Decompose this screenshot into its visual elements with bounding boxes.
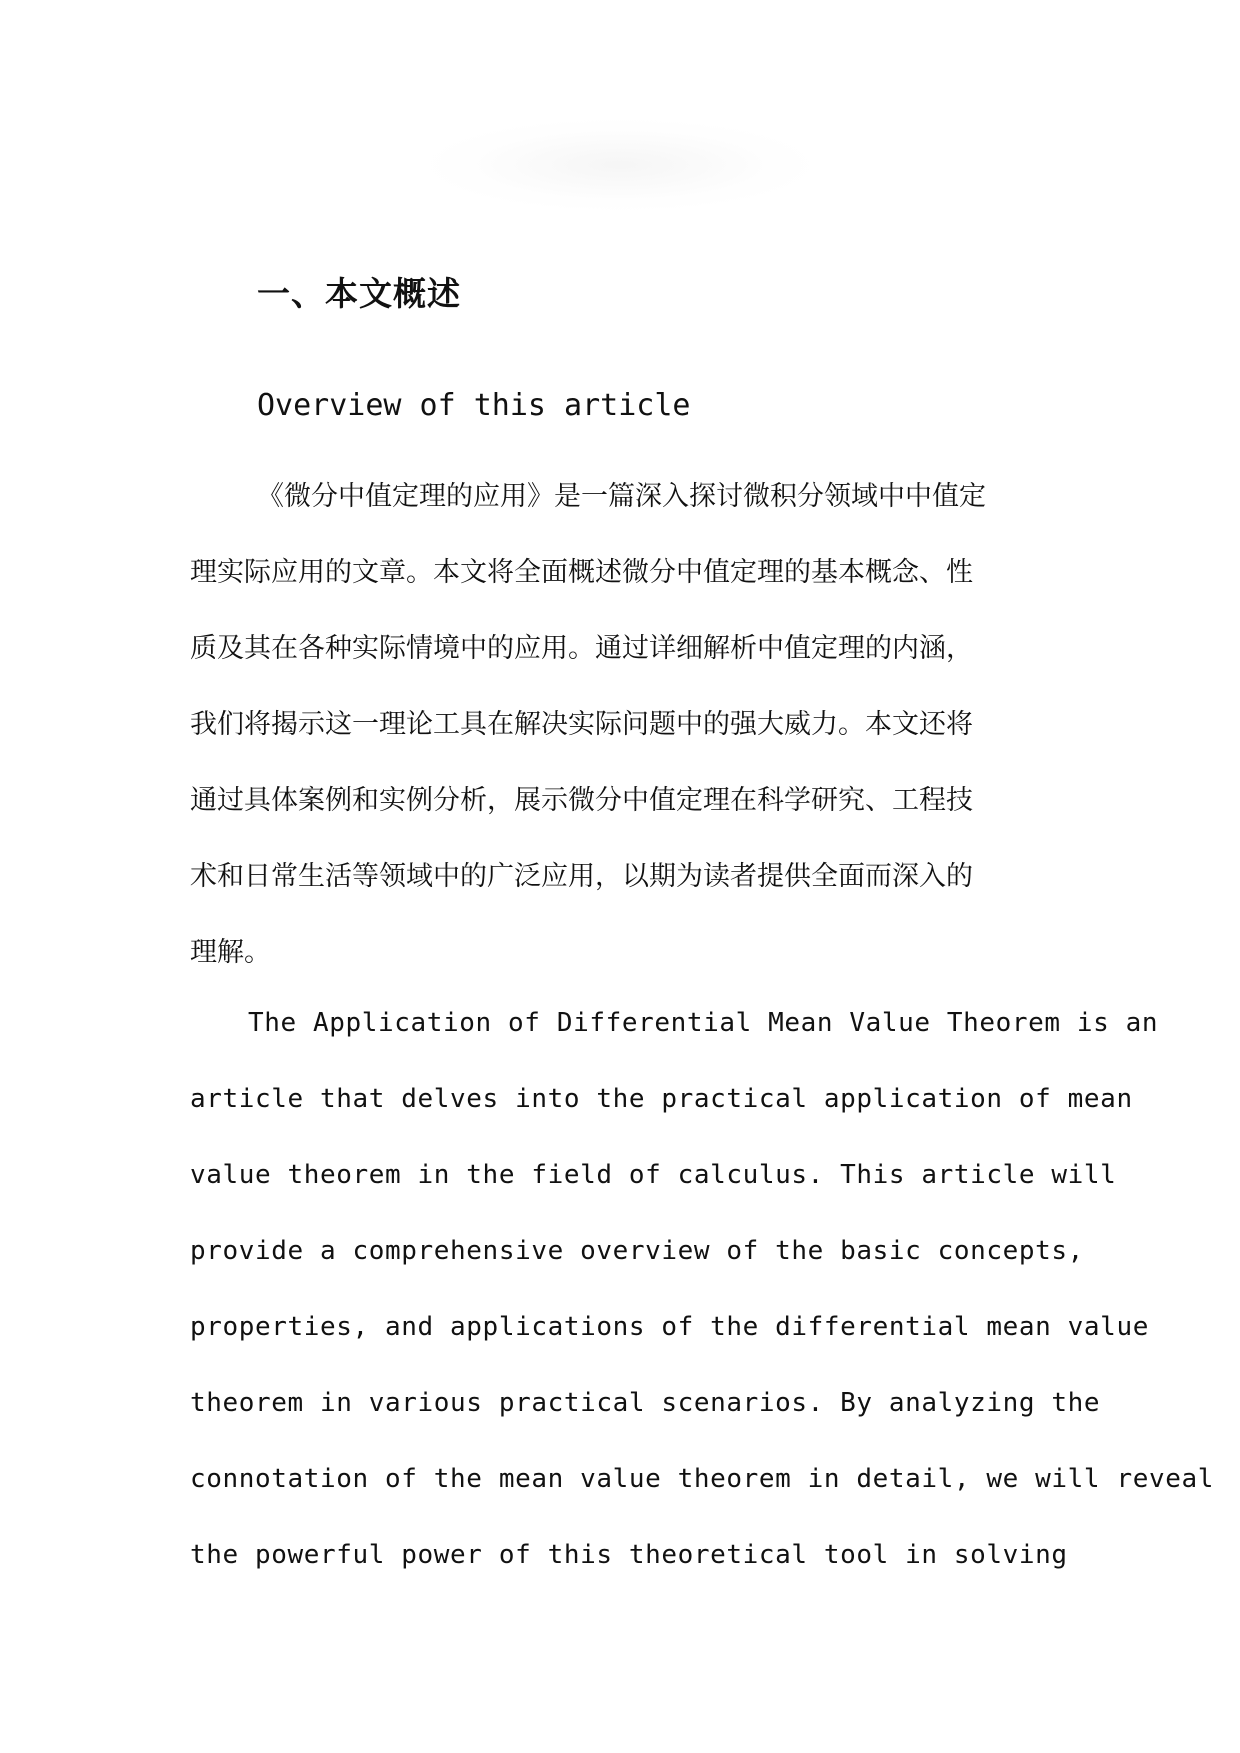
paragraph-line: 我们将揭示这一理论工具在解决实际问题中的强大威力。本文还将 <box>190 709 973 740</box>
paragraph-line: connotation of the mean value theorem in detail, we will reveal <box>190 1464 1214 1494</box>
paragraph-line: 通过具体案例和实例分析，展示微分中值定理在科学研究、工程技 <box>190 785 973 816</box>
paragraph-line: the powerful power of this theoretical tool in solving <box>190 1540 1068 1570</box>
paragraph-line: properties, and applications of the differential mean value <box>190 1312 1149 1342</box>
paragraph-line: The Application of Differential Mean Value Theorem is an <box>248 1008 1159 1038</box>
paragraph-line: article that delves into the practical application of mean <box>190 1084 1133 1114</box>
paragraph-line: 理实际应用的文章。本文将全面概述微分中值定理的基本概念、性 <box>190 557 973 588</box>
paragraph-line: value theorem in the field of calculus. This article will <box>190 1160 1117 1190</box>
header-area <box>430 120 810 210</box>
subheading-english: Overview of this article <box>257 388 691 423</box>
paragraph-line: provide a comprehensive overview of the basic concepts, <box>190 1236 1084 1266</box>
paragraph-line: 理解。 <box>190 937 271 968</box>
paragraph-line: 术和日常生活等领域中的广泛应用，以期为读者提供全面而深入的 <box>190 861 973 892</box>
section-heading: 一、本文概述 <box>257 274 461 313</box>
paragraph-line: 《微分中值定理的应用》是一篇深入探讨微积分领域中中值定 <box>257 481 986 512</box>
paragraph-line: 质及其在各种实际情境中的应用。通过详细解析中值定理的内涵， <box>190 633 973 664</box>
paragraph-line: theorem in various practical scenarios. By analyzing the <box>190 1388 1101 1418</box>
